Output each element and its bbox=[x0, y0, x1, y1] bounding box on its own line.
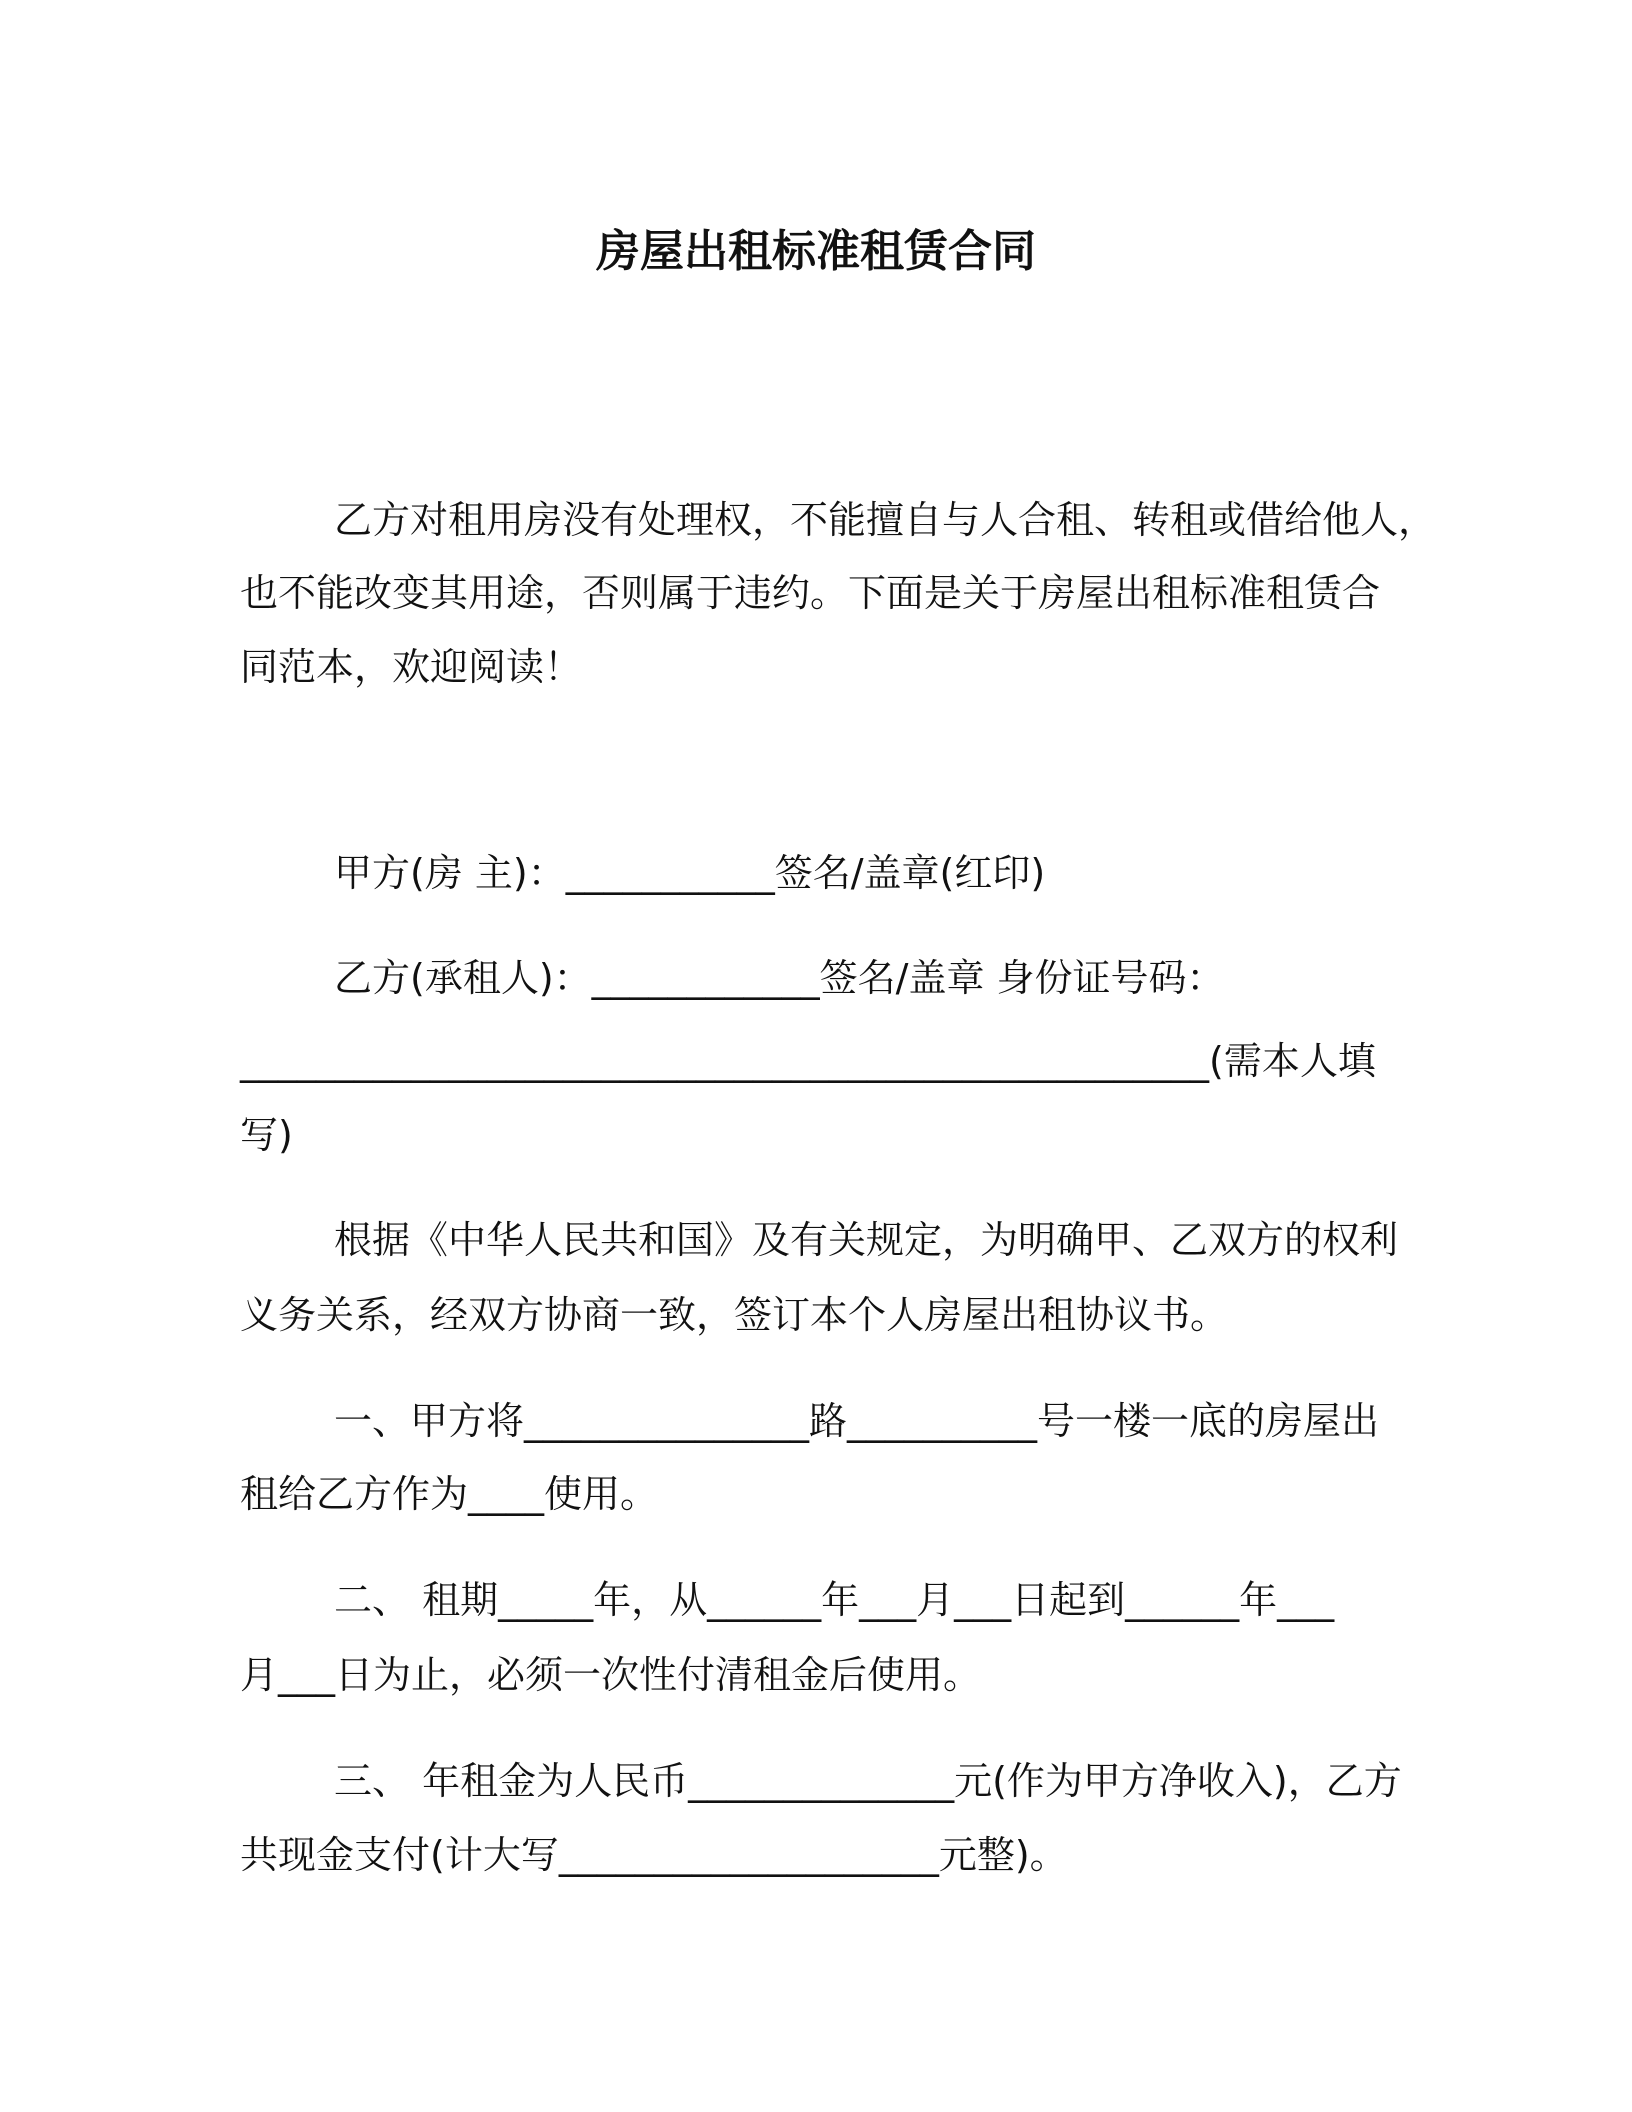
intro-line-3: 同范本，欢迎阅读！ bbox=[240, 645, 583, 689]
clause-3-line-1: 三、 年租金为人民币______________元(作为甲方净收入)，乙方 bbox=[334, 1759, 1402, 1803]
id-number-line-1: ___________________________________________________(需本人填 bbox=[240, 1039, 1376, 1083]
clause-3-line-2: 共现金支付(计大写____________________元整)。 bbox=[240, 1833, 1068, 1877]
basis-line-1: 根据《中华人民共和国》及有关规定，为明确甲、乙双方的权利 bbox=[334, 1218, 1399, 1262]
clause-2-line-1: 二、 租期_____年，从______年___月___日起到______年___ bbox=[334, 1578, 1335, 1622]
id-number-line-2: 写) bbox=[240, 1113, 293, 1157]
intro-line-1: 乙方对租用房没有处理权，不能擅自与人合租、转租或借给他人， bbox=[334, 498, 1437, 542]
document-title: 房屋出租标准租赁合同 bbox=[596, 226, 1036, 277]
party-b-line: 乙方(承租人)：____________签名/盖章 身份证号码： bbox=[334, 956, 1225, 1000]
party-a-line: 甲方(房 主)：___________签名/盖章(红印) bbox=[334, 851, 1046, 895]
intro-line-2: 也不能改变其用途，否则属于违约。下面是关于房屋出租标准租赁合 bbox=[240, 571, 1381, 615]
basis-line-2: 义务关系，经双方协商一致，签订本个人房屋出租协议书。 bbox=[240, 1293, 1229, 1337]
clause-2-line-2: 月___日为止，必须一次性付清租金后使用。 bbox=[240, 1653, 982, 1697]
clause-1-line-1: 一、甲方将_______________路__________号一楼一底的房屋出 bbox=[334, 1399, 1380, 1443]
clause-1-line-2: 租给乙方作为____使用。 bbox=[240, 1472, 659, 1516]
